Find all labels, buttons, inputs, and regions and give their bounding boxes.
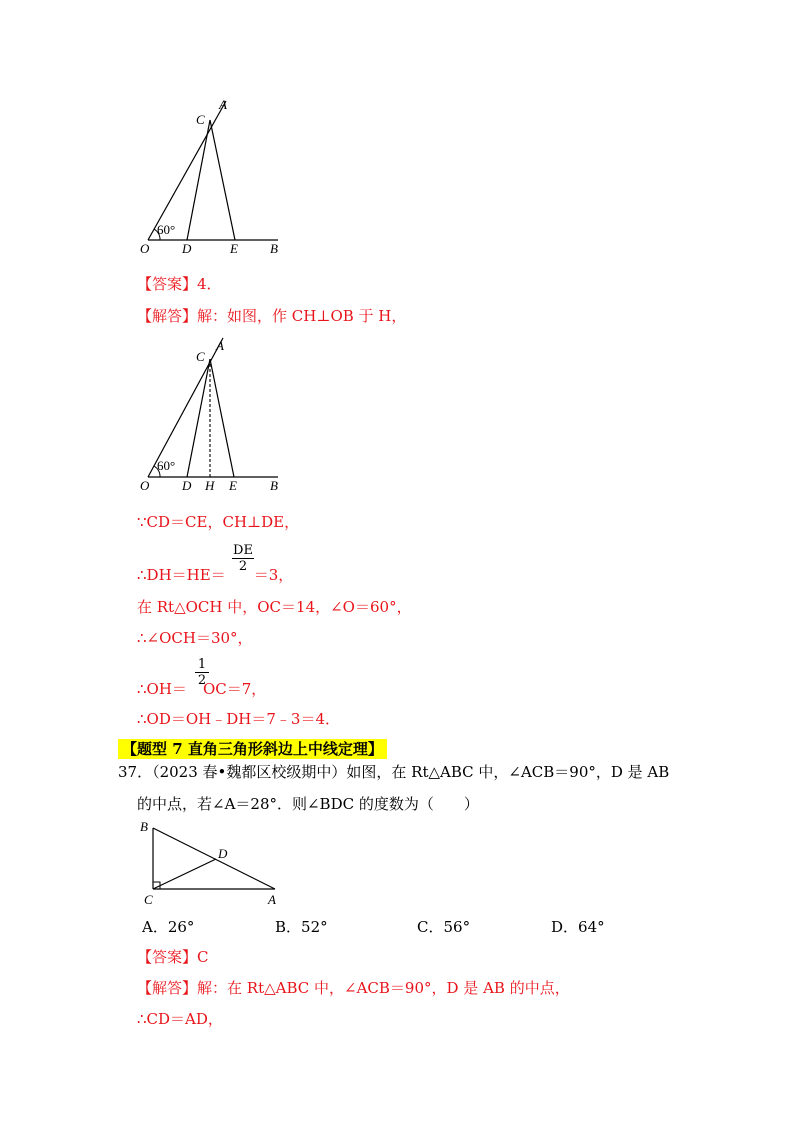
fraction-denominator: 2 bbox=[238, 559, 248, 574]
option-a[interactable]: A．26° bbox=[142, 918, 195, 936]
solution-label: 【解答】 bbox=[137, 979, 198, 997]
fraction-de-over-2 bbox=[232, 543, 254, 574]
step-5-text: ∴OH＝ bbox=[137, 680, 187, 698]
label-b: B bbox=[140, 819, 148, 834]
question-37-line-1: 37．（2023 春•魏都区校级期中）如图，在 Rt△ABC 中，∠ACB＝90°，D 是 AB bbox=[118, 763, 670, 781]
step-3: 在 Rt△OCH 中，OC＝14，∠O＝60°， bbox=[137, 598, 412, 616]
option-d[interactable]: D．64° bbox=[551, 918, 605, 936]
answer-line-1 bbox=[137, 274, 222, 294]
label-angle: 60° bbox=[157, 222, 176, 237]
figure-3 bbox=[135, 818, 290, 910]
segment-ce bbox=[210, 120, 235, 240]
step-final: ∴CD＝AD， bbox=[137, 1010, 223, 1028]
label-c: C bbox=[196, 112, 205, 127]
segment-cd bbox=[153, 859, 216, 889]
ray-oa bbox=[148, 338, 223, 477]
section-heading: 【题型 7 直角三角形斜边上中线定理】 bbox=[118, 739, 387, 759]
answer-label: 【答案】 bbox=[137, 275, 198, 293]
label-d: D bbox=[182, 478, 192, 493]
label-e: E bbox=[230, 241, 238, 256]
label-a: A bbox=[219, 97, 227, 112]
label-a: A bbox=[268, 892, 276, 907]
option-b[interactable]: B．52° bbox=[275, 918, 328, 936]
solution-text: 解：如图，作 CH⊥OB 于 H， bbox=[197, 307, 407, 325]
figure-2 bbox=[130, 336, 290, 496]
ray-oa bbox=[148, 101, 226, 240]
label-b: B bbox=[270, 241, 278, 256]
answer-value: C bbox=[197, 948, 209, 966]
step-1: ∵CD＝CE，CH⊥DE， bbox=[137, 513, 300, 531]
segment-cd bbox=[187, 359, 210, 477]
step-6: ∴OD＝OH﹣DH＝7﹣3＝4． bbox=[137, 710, 340, 728]
label-b: B bbox=[270, 478, 278, 493]
fraction-denominator: 2 bbox=[197, 673, 207, 688]
fraction-numerator: DE bbox=[233, 543, 253, 558]
question-37-line-2: 的中点，若∠A＝28°．则∠BDC 的度数为（ ） bbox=[137, 795, 479, 813]
segment-ce bbox=[210, 359, 234, 477]
step-2-result: ＝3， bbox=[253, 566, 294, 584]
label-o: O bbox=[140, 241, 150, 256]
answer-line-2 bbox=[137, 947, 209, 967]
solution-line-1 bbox=[137, 306, 406, 326]
label-c: C bbox=[196, 349, 205, 364]
label-o: O bbox=[140, 478, 150, 493]
step-5-result: OC＝7， bbox=[202, 680, 267, 698]
option-c[interactable]: C．56° bbox=[417, 918, 471, 936]
step-2-text: ∴DH＝HE＝ bbox=[137, 566, 226, 584]
step-4: ∴∠OCH＝30°， bbox=[137, 629, 253, 647]
fraction-1-over-2 bbox=[195, 657, 209, 688]
label-angle: 60° bbox=[157, 458, 176, 473]
solution-text: 解：在 Rt△ABC 中，∠ACB＝90°，D 是 AB 的中点， bbox=[197, 979, 570, 997]
label-e: E bbox=[229, 478, 237, 493]
step-2 bbox=[137, 565, 293, 585]
figure-1 bbox=[130, 95, 290, 260]
solution-line-2 bbox=[137, 978, 570, 998]
label-d: D bbox=[218, 846, 228, 861]
segment-cd bbox=[187, 120, 210, 240]
fraction-numerator: 1 bbox=[197, 657, 207, 672]
solution-label: 【解答】 bbox=[137, 307, 198, 325]
answer-label: 【答案】 bbox=[137, 948, 198, 966]
label-c: C bbox=[144, 892, 153, 907]
answer-value: 4． bbox=[197, 275, 222, 293]
label-a: A bbox=[216, 338, 224, 353]
label-d: D bbox=[182, 241, 192, 256]
label-h: H bbox=[205, 478, 215, 493]
